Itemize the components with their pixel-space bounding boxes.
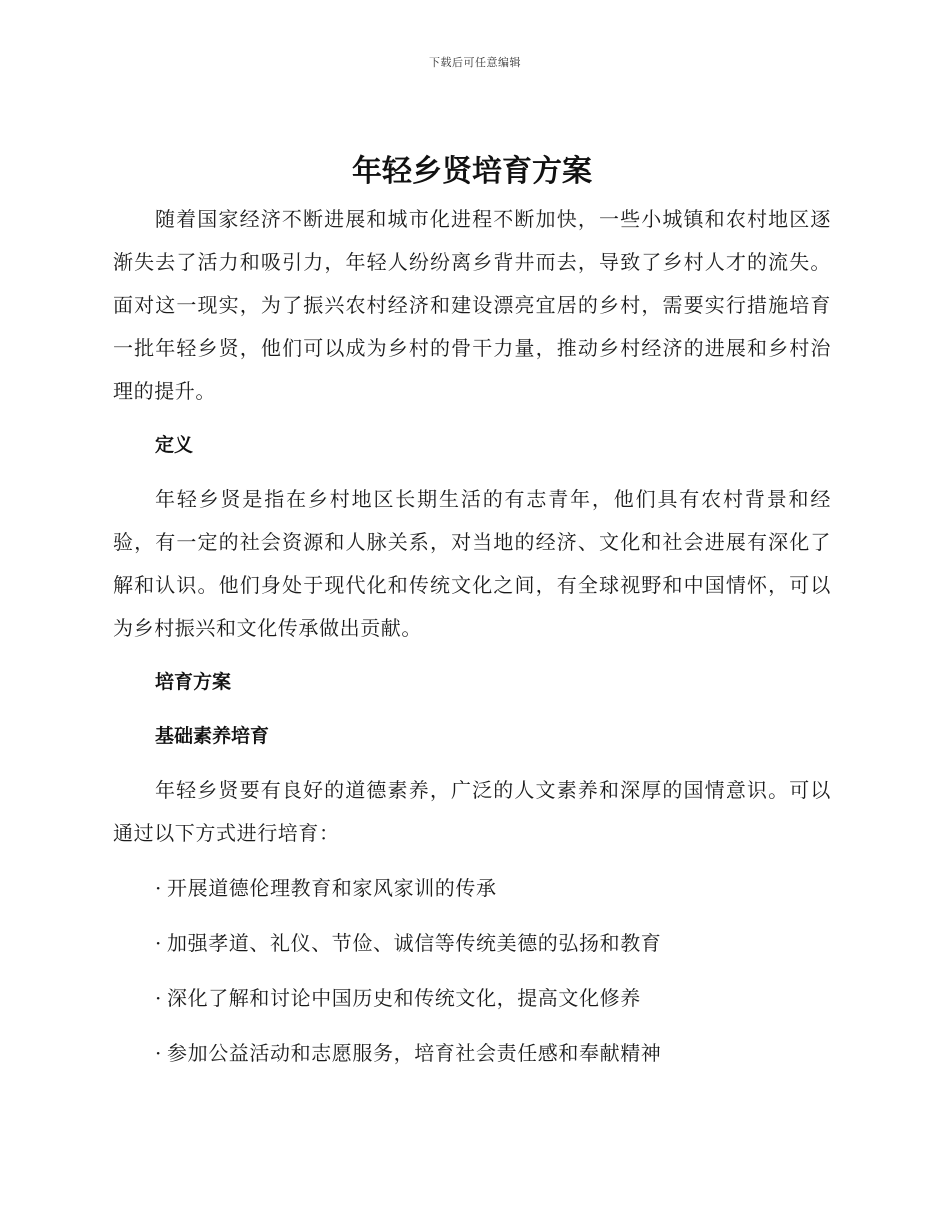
header-note: 下载后可任意编辑: [429, 56, 521, 69]
document-title: 年轻乡贤培育方案: [352, 154, 592, 189]
list-item-text: 参加公益活动和志愿服务，培育社会责任感和奉献精神: [167, 1041, 662, 1065]
document-body: [113, 150, 831, 1087]
list-item: [113, 977, 831, 1020]
cultivation-list: [113, 867, 831, 1075]
list-item-text: 开展道德伦理教育和家风家训的传承: [167, 876, 497, 900]
list-item: [113, 922, 831, 965]
definition-heading: 定义: [155, 434, 194, 456]
list-item: [113, 867, 831, 910]
definition-paragraph: 年轻乡贤是指在乡村地区长期生活的有志青年，他们具有农村背景和经验，有一定的社会资源和人脉关系，对当地的经济、文化和社会进展有深化了解和认识。他们身处于现代化和传统文化之间，有全球视野和中国情怀，可以为乡村振兴和文化传承做出贡献。: [113, 487, 831, 640]
list-item-text: 加强孝道、礼仪、节俭、诚信等传统美德的弘扬和教育: [167, 931, 662, 955]
plan-heading: 培育方案: [155, 671, 232, 693]
basic-literacy-paragraph: 年轻乡贤要有良好的道德素养，广泛的人文素养和深厚的国情意识。可以通过以下方式进行培育：: [113, 778, 831, 845]
list-item-text: 深化了解和讨论中国历史和传统文化，提高文化修养: [167, 986, 641, 1010]
intro-paragraph: 随着国家经济不断进展和城市化进程不断加快，一些小城镇和农村地区逐渐失去了活力和吸引力，年轻人纷纷离乡背井而去，导致了乡村人才的流失。面对这一现实，为了振兴农村经济和建设漂亮宜居的乡村，需要实行措施培育一批年轻乡贤，他们可以成为乡村的骨干力量，推动乡村经济的进展和乡村治理的提升。: [113, 207, 831, 403]
bullet-dot: ·: [155, 1041, 162, 1065]
bullet-dot: ·: [155, 876, 162, 900]
bullet-dot: ·: [155, 986, 162, 1010]
list-item: [113, 1032, 831, 1075]
bullet-dot: ·: [155, 931, 162, 955]
basic-literacy-heading: 基础素养培育: [155, 725, 270, 747]
